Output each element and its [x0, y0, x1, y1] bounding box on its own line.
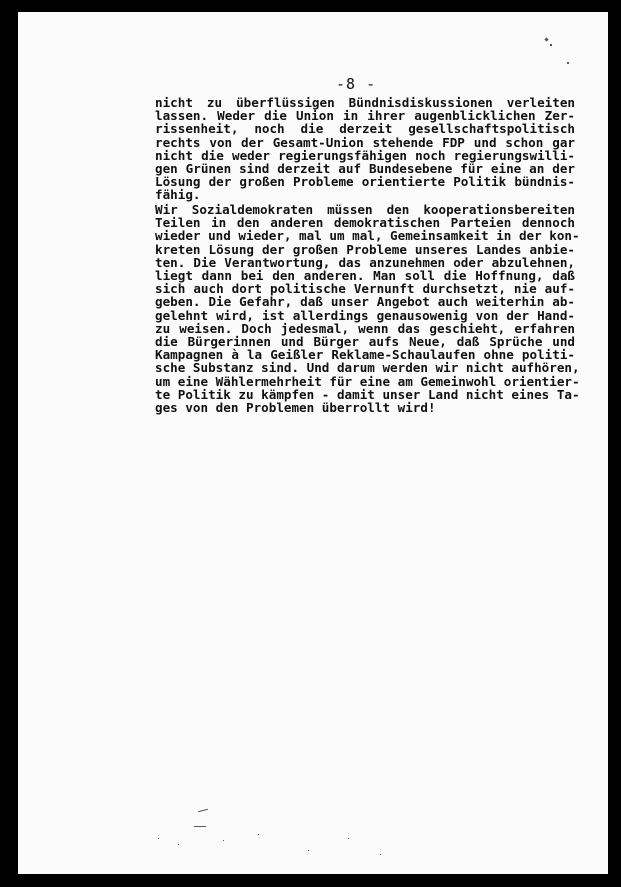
scan-artifact: [544, 37, 548, 41]
text-line: rechts von der Gesamt-Union stehende FDP und schon gar: [155, 134, 575, 150]
scan-speck: [258, 834, 259, 835]
text-line: die Bürgerinnen und Bürger aufs Neue, daß Sprüche und: [155, 334, 575, 350]
text-line: um eine Wählermehrheit für eine am Gemeinwohl orientier-: [155, 373, 580, 389]
text-line: geben. Die Gefahr, daß unser Angebot auch weiterhin ab-: [155, 294, 575, 310]
text-line: ges von den Problemen überrollt wird!: [155, 400, 436, 416]
text-line: liegt dann bei den anderen. Man soll die Hoffnung, daß: [155, 268, 575, 284]
text-line: zu weisen. Doch jedesmal, wenn das geschieht, erfahren: [155, 320, 575, 336]
text-line: nicht zu überflüssigen Bündnisdiskussionen verleiten: [155, 95, 575, 110]
paragraph-1: [155, 96, 575, 202]
paragraph-2: [155, 202, 580, 416]
text-line: te Politik zu kämpfen - damit unser Land nicht eines Ta-: [155, 386, 580, 402]
text-line: Kampagnen à la Geißler Reklame-Schaulaufen ohne politi-: [155, 347, 575, 363]
text-line: lassen. Weder die Union in ihrer augenblicklichen Zer-: [155, 108, 575, 124]
text-line: nicht die weder regierungsfähigen noch regierungswilli-: [155, 147, 575, 163]
text-line: fähig.: [155, 187, 201, 203]
scan-speck: [380, 854, 381, 855]
scan-speck: [223, 840, 224, 841]
scan-speck: [348, 838, 349, 839]
text-line: gen Grünen sind derzeit auf Bundesebene für eine an der: [155, 161, 575, 177]
text-line: Teilen in den anderen demokratischen Parteien dennoch: [155, 215, 575, 231]
scan-artifact: [194, 826, 206, 827]
text-line: gelehnt wird, ist allerdings genausowenig von der Hand-: [155, 307, 575, 323]
scan-artifact: [567, 62, 569, 64]
scan-speck: [178, 844, 179, 845]
text-line: Wir Sozialdemokraten müssen den kooperationsbereiten: [155, 202, 575, 217]
scan-speck: [308, 850, 309, 851]
page-number: -8 -: [336, 75, 377, 93]
text-line: sche Substanz sind. Und darum werden wir nicht aufhören,: [155, 360, 580, 376]
scan-speck: [158, 838, 159, 839]
text-line: kreten Lösung der großen Probleme unseres Landes anbie-: [155, 241, 575, 257]
scan-artifact: [550, 44, 552, 46]
scan-artifact: [198, 809, 208, 813]
text-line: wieder und wieder, mal um mal, Gemeinsamkeit in der kon-: [155, 228, 580, 244]
text-line: ten. Die Verantwortung, das anzunehmen oder abzulehnen,: [155, 254, 575, 270]
text-line: sich auch dort politische Vernunft durchsetzt, nie auf-: [155, 281, 575, 297]
text-line: Lösung der großen Probleme orientierte Politik bündnis-: [155, 174, 575, 190]
text-line: rissenheit, noch die derzeit gesellschaftspolitisch: [155, 121, 575, 137]
document-page: [18, 12, 608, 874]
